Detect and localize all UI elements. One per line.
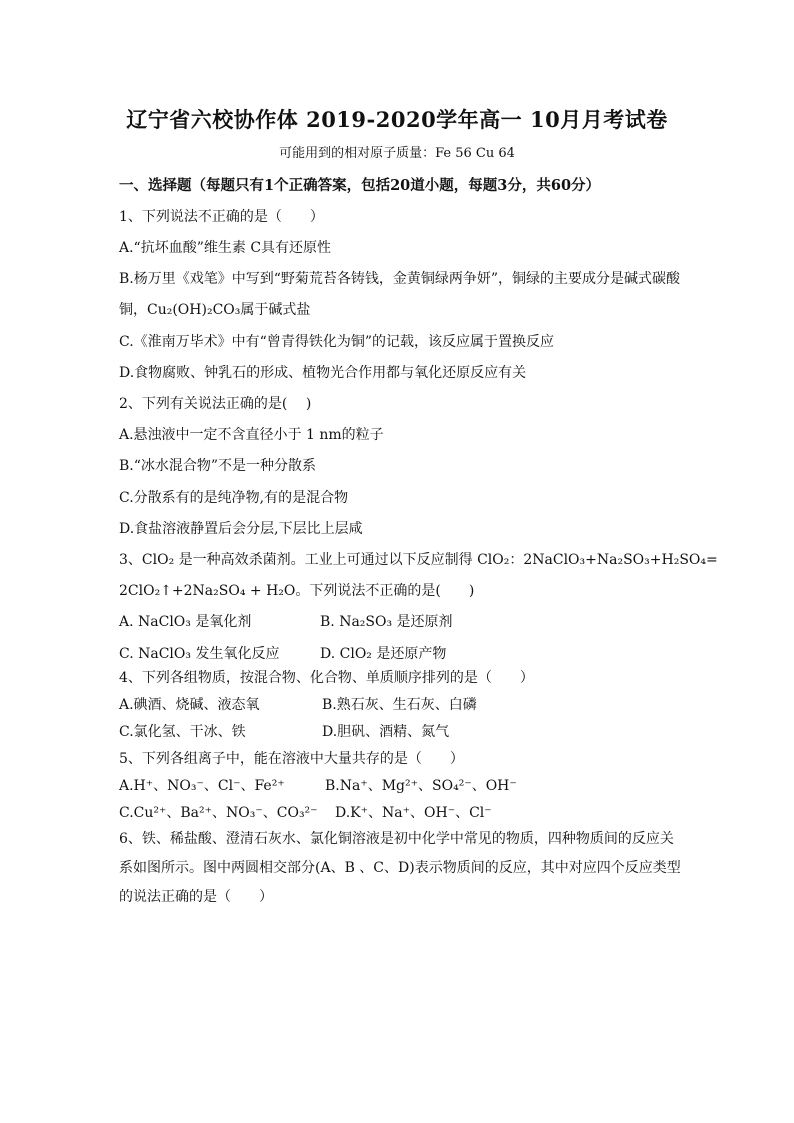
q4-option-b: B.熟石灰、生石灰、白磷 (322, 697, 477, 713)
exam-title: 辽宁省六校协作体 2019-2020学年高一 10月月考试卷 (126, 107, 668, 132)
q5-option-b: B.Na⁺、Mg²⁺、SO₄²⁻、OH⁻ (325, 778, 517, 794)
q6-stem-line3: 的说法正确的是（ ） (119, 889, 273, 905)
q3-stem-line2: 2ClO₂↑+2Na₂SO₄ + H₂O。下列说法不正确的是( ) (119, 583, 475, 599)
q5-option-c: C.Cu²⁺、Ba²⁺、NO₃⁻、CO₃²⁻ (119, 805, 318, 821)
q5-option-a: A.H⁺、NO₃⁻、Cl⁻、Fe²⁺ (119, 778, 285, 794)
q5-option-d: D.K⁺、Na⁺、OH⁻、Cl⁻ (335, 805, 492, 821)
q4-option-c: C.氯化氢、干冰、铁 (119, 724, 246, 740)
q6-stem-line1: 6、铁、稀盐酸、澄清石灰水、氯化铜溶液是初中化学中常见的物质，四种物质间的反应关 (119, 831, 674, 847)
q2-option-b: B.“冰水混合物”不是一种分散系 (119, 458, 317, 474)
section-heading: 一、选择题（每题只有1个正确答案，包括20道小题，每题3分，共60分） (119, 177, 601, 194)
q2-option-a: A.悬浊液中一定不含直径小于 1 nm的粒子 (119, 427, 384, 443)
q1-stem: 1、下列说法不正确的是（ ） (119, 209, 324, 225)
q3-option-d: D. ClO₂ 是还原产物 (320, 646, 447, 662)
q3-option-b: B. Na₂SO₃ 是还原剂 (320, 614, 453, 630)
q1-option-a: A.“抗坏血酸”维生素 C具有还原性 (119, 240, 332, 256)
q1-option-c: C.《淮南万毕术》中有“曾青得铁化为铜”的记载，该反应属于置换反应 (119, 334, 554, 350)
q2-option-c: C.分散系有的是纯净物,有的是混合物 (119, 490, 349, 506)
q4-stem: 4、下列各组物质，按混合物、化合物、单质顺序排列的是（ ） (119, 670, 534, 686)
q5-stem: 5、下列各组离子中，能在溶液中大量共存的是（ ） (119, 751, 464, 767)
q1-option-d: D.食物腐败、钟乳石的形成、植物光合作用都与氧化还原反应有关 (119, 365, 527, 381)
q2-stem: 2、下列有关说法正确的是( ) (119, 396, 312, 412)
q4-option-d: D.胆矾、酒精、氮气 (322, 724, 450, 740)
q3-option-c: C. NaClO₃ 发生氧化反应 (119, 646, 280, 662)
q4-option-a: A.碘酒、烧碱、液态氧 (119, 697, 260, 713)
q3-stem-line1: 3、ClO₂ 是一种高效杀菌剂。工业上可通过以下反应制得 ClO₂：2NaClO₃+Na₂SO₃+H₂SO₄= (119, 552, 718, 568)
atomic-mass-note: 可能用到的相对原子质量：Fe 56 Cu 64 (279, 146, 515, 161)
q1-option-b-line1: B.杨万里《戏笔》中写到“野菊荒苔各铸钱，金黄铜绿两争妍”，铜绿的主要成分是碱式碳酸 (119, 271, 681, 287)
q3-option-a: A. NaClO₃ 是氧化剂 (119, 614, 252, 630)
q2-option-d: D.食盐溶液静置后会分层,下层比上层咸 (119, 521, 363, 537)
q6-stem-line2: 系如图所示。图中两圆相交部分(A、B 、C、D)表示物质间的反应，其中对应四个反应类型 (119, 860, 681, 876)
q1-option-b-line2: 铜，Cu₂(OH)₂CO₃属于碱式盐 (119, 302, 311, 318)
